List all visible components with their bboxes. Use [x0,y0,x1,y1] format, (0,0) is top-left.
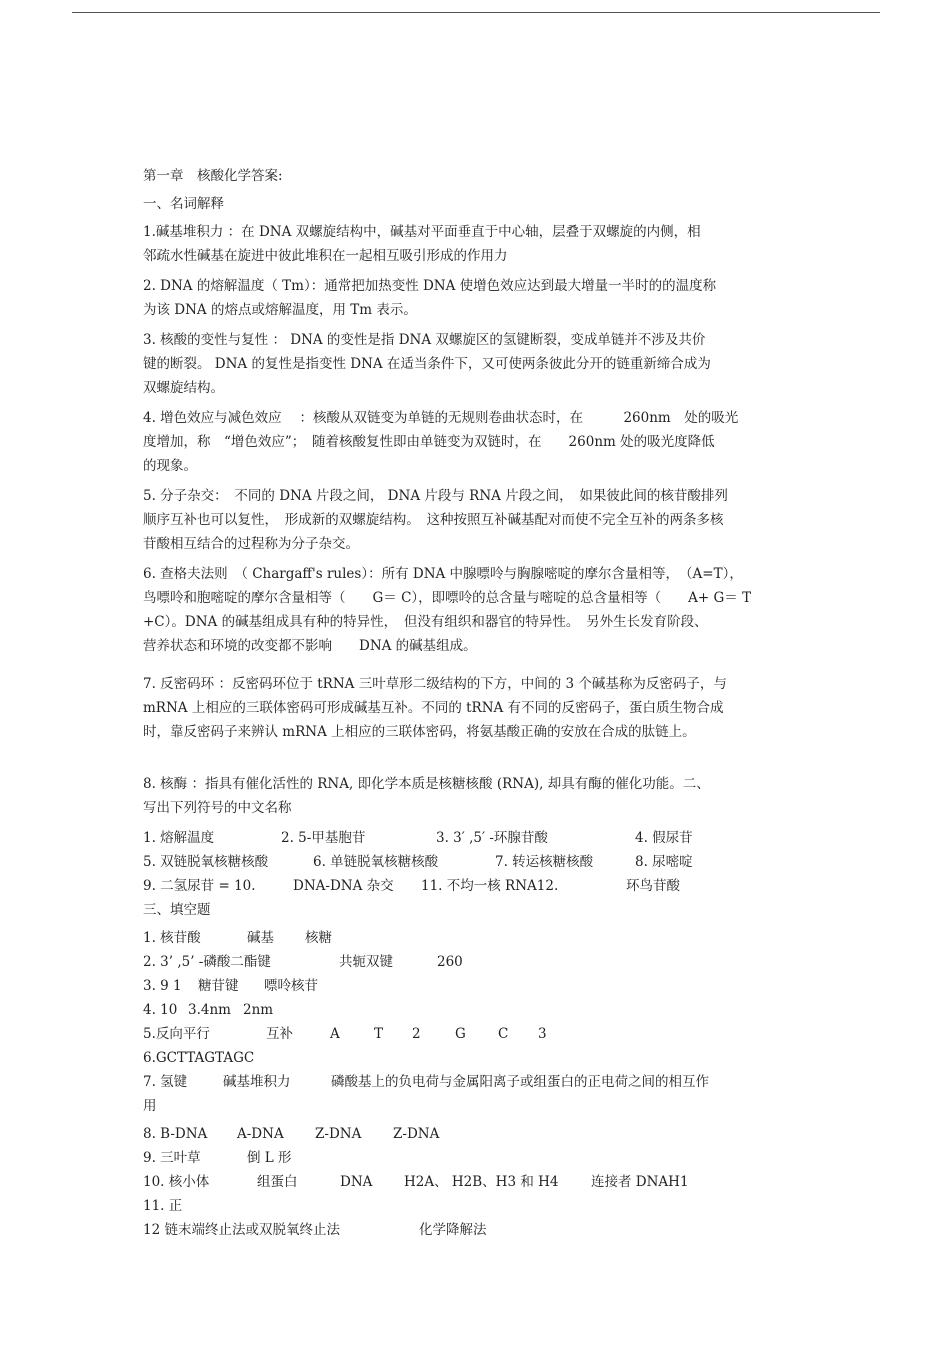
answer-row: 2. 3’ ,5’ -磷酸二酯键 共轭双键 260 [143,954,463,970]
section-3-title: 三、填空题 [143,902,211,918]
definition-7: 7. 反密码环 ：反密码环位于 tRNA 三叶草形二级结构的下方，中间的 3 个碱基称为反密码子，与 mRNA 上相应的三联体密码可形成碱基互补。不同的 tRNA 有不同的反密码子，蛋白质生物合成 时，靠反密码子来辨认 mRNA 上相应的三联体密码，将氨基酸正确的安放在合成的肽链上。 [143,676,727,740]
answer-row: 3. 9 1 糖苷键 嘌呤核苷 [143,978,318,994]
symbol-row: 1. 熔解温度 2. 5-甲基胞苷 3. 3′ ,5′ -环腺苷酸 4. 假尿苷 [143,830,693,846]
answer-row: 4. 10 3.4nm 2nm [143,1002,274,1018]
symbol-row: 9. 二氢尿苷 = 10. DNA-DNA 杂交 11. 不均一核 RNA12. 环鸟苷酸 [143,878,680,894]
answer-row: 11. 正 [143,1198,183,1214]
chapter-title: 第一章 核酸化学答案: [143,168,283,184]
definition-2: 2. DNA 的熔解温度（ Tm）：通常把加热变性 DNA 使增色效应达到最大增量一半时的的温度称 为该 DNA 的熔点或熔解温度，用 Tm 表示。 [143,278,717,318]
answer-row: 12 链末端终止法或双脱氧终止法 化学降解法 [143,1222,487,1238]
definition-6: 6. 查格夫法则 （ Chargaff's rules）：所有 DNA 中腺嘌呤与胸腺嘧啶的摩尔含量相等， （A=T）， 鸟嘌呤和胞嘧啶的摩尔含量相等（ G＝ C），即嘌呤的总含量与嘧啶的总含量相等（ A+ G＝ T +C）。DNA 的碱基组成具有种的特异性， 但没有组织和器官的特异性。 另外生长发育阶段、 营养状态和环境的改变都不影响 DNA 的碱基组成。 [143,566,752,654]
section-1-title: 一、名词解释 [143,196,224,212]
answer-row: 8. B-DNA A-DNA Z-DNA Z-DNA [143,1126,440,1142]
definition-1: 1.碱基堆积力 ：在 DNA 双螺旋结构中，碱基对平面垂直于中心轴，层叠于双螺旋的内侧，相 邻疏水性碱基在旋进中彼此堆积在一起相互吸引形成的作用力 [143,224,701,264]
document-body [143,164,823,1242]
answer-row: 5.反向平行 互补 A T 2 G C 3 [143,1026,547,1042]
answer-row: 1. 核苷酸 碱基 核糖 [143,930,332,946]
symbol-row: 5. 双链脱氧核糖核酸 6. 单链脱氧核糖核酸 7. 转运核糖核酸 8. 尿嘧啶 [143,854,693,870]
answer-row: 10. 核小体 组蛋白 DNA H2A、 H2B、H3 和 H4 连接者 DNAH1 [143,1174,689,1190]
definition-3: 3. 核酸的变性与复性 ： DNA 的变性是指 DNA 双螺旋区的氢键断裂，变成单链并不涉及共价 键的断裂。 DNA 的复性是指变性 DNA 在适当条件下，又可使两条彼此分开的链重新缔合成为 双螺旋结构。 [143,332,711,396]
definition-4: 4. 增色效应与减色效应 ：核酸从双链变为单链的无规则卷曲状态时，在 260nm 处的吸光 度增加，称 “增色效应”； 随着核酸复性即由单链变为双链时，在 260nm 处的吸光度降低 的现象。 [143,410,739,474]
answer-row: 7. 氢键 碱基堆积力 磷酸基上的负电荷与金属阳离子或组蛋白的正电荷之间的相互作 [143,1074,709,1090]
answer-row: 6.GCTTAGTAGC [143,1050,255,1066]
definition-8: 8. 核酶 ：指具有催化活性的 RNA, 即化学本质是核糖核酸 (RNA), 却具有酶的催化功能。二、 写出下列符号的中文名称 [143,776,710,816]
answer-row: 9. 三叶草 倒 L 形 [143,1150,292,1166]
definition-5: 5. 分子杂交： 不同的 DNA 片段之间， DNA 片段与 RNA 片段之间， 如果彼此间的核苷酸排列 顺序互补也可以复性， 形成新的双螺旋结构。 这种按照互补碱基配对而使不完全互补的两条多核 苷酸相互结合的过程称为分子杂交。 [143,488,728,552]
header-rule [72,12,880,13]
answer-row: 用 [143,1098,157,1114]
